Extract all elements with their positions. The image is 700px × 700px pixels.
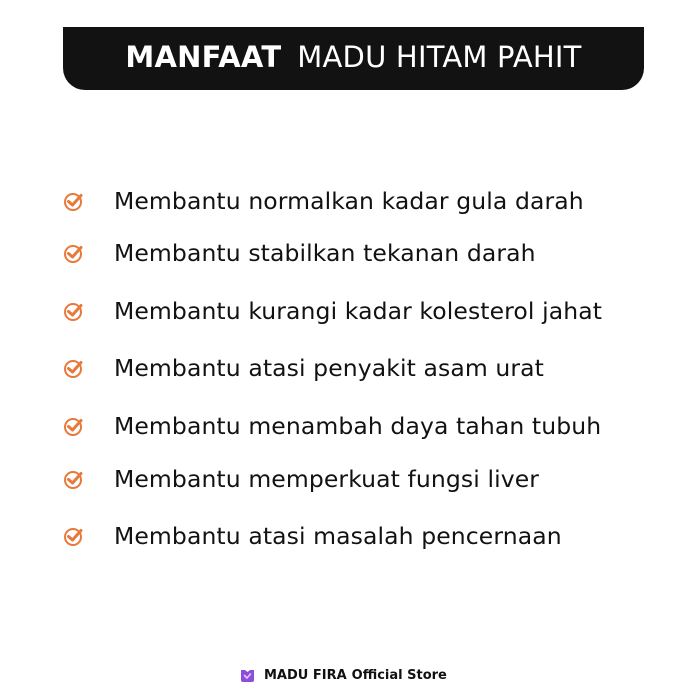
list-item (62, 521, 562, 551)
check-circle-icon (62, 189, 86, 213)
list-item (62, 464, 539, 494)
benefit-label: Membantu atasi masalah pencernaan (114, 522, 562, 550)
benefit-label: Membantu atasi penyakit asam urat (114, 354, 544, 382)
benefit-label: Membantu normalkan kadar gula darah (114, 187, 584, 215)
benefit-label: Membantu kurangi kadar kolesterol jahat (114, 297, 603, 325)
check-circle-icon (62, 524, 86, 548)
list-item (62, 186, 584, 216)
page-title (125, 40, 581, 74)
check-circle-icon (62, 299, 86, 323)
store-badge-icon (240, 668, 255, 683)
list-item (62, 411, 601, 441)
check-circle-icon (62, 414, 86, 438)
title-bold: MANFAAT (125, 39, 282, 74)
check-circle-icon (62, 356, 86, 380)
benefit-label: Membantu menambah daya tahan tubuh (114, 412, 602, 440)
store-brand-name: MADU FIRA (264, 667, 347, 683)
list-item (62, 238, 536, 268)
check-circle-icon (62, 241, 86, 265)
benefit-label: Membantu stabilkan tekanan darah (114, 239, 536, 267)
benefit-label: Membantu memperkuat fungsi liver (114, 465, 540, 493)
check-circle-icon (62, 467, 86, 491)
title-regular: MADU HITAM PAHIT (297, 39, 582, 74)
list-item (62, 353, 544, 383)
title-banner (63, 27, 644, 90)
official-store-label: Official Store (351, 667, 447, 683)
store-footer (240, 665, 447, 685)
list-item (62, 296, 602, 326)
